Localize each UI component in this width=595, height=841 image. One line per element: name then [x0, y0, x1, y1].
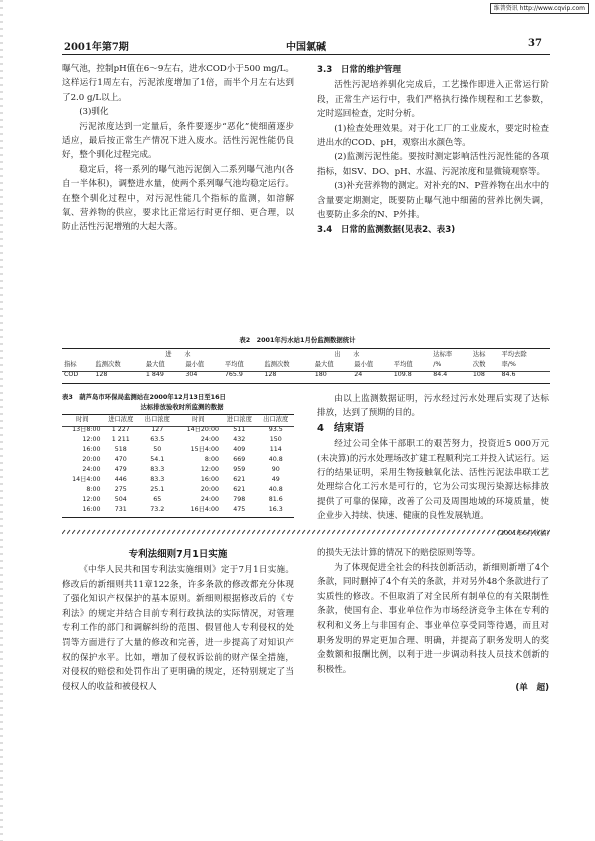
table2-col-header: 监测次数	[264, 361, 290, 368]
table3-cell: 16:00	[82, 446, 101, 453]
table2-bottom-rule	[62, 383, 550, 384]
table3-grid	[62, 415, 294, 515]
table3-cell: 50	[153, 446, 162, 453]
table3-bottom-rule	[62, 517, 294, 518]
table2-group-inlet: 进 水	[165, 351, 191, 358]
paragraph: 稳定后，将一系列的曝气池污泥倒入二系列曝气池内(各自一半体积)，调整进水量，使两个系列曝气池均稳定运行。在整个驯化过程中，对污泥性能几个指标的监测，如溶解氧、营养物的供应，要求比正常运行时更仔细、更合理，以防止活性污泥增殖的大起大落。	[62, 164, 294, 233]
table3-cell: 511	[233, 426, 246, 433]
table2-col-header: 最小值	[354, 361, 374, 368]
section-heading: 3.3 日常的维护管理	[317, 65, 401, 75]
table-row	[62, 435, 294, 445]
table3-cell: 1 227	[111, 426, 130, 433]
table2-col-header: /%	[433, 361, 442, 368]
table3-cell: 12:00	[82, 496, 101, 503]
table3-cell: 93.5	[268, 426, 283, 433]
table2-col-header: 率/%	[501, 361, 516, 368]
news-right-text-1: 的损失无法计算的情况下的赔偿原则等等。	[317, 548, 481, 558]
table-row	[62, 475, 294, 485]
section-heading: 3.4 日常的监测数据(见表2、表3)	[317, 225, 456, 236]
left-column-text	[62, 62, 294, 235]
table-row	[62, 465, 294, 475]
table2-cell: 128	[95, 371, 108, 378]
table3-cell: 504	[114, 496, 127, 503]
paragraph: (3)补充营养物的测定。对补充的N、P营养物在出水中的含量要定期测定，既要防止曝气池中细菌的营养比例失调，也要防止多余的N、P外排。	[317, 181, 549, 221]
table3-caption-line1: 表3 葫芦岛市环保局监测站在2000年12月13日至16日	[62, 393, 226, 401]
table2-col-header: 次数	[472, 361, 486, 368]
table3-cell: 127	[151, 426, 164, 433]
table3-cell: 150	[269, 436, 282, 443]
table3-cell: 8:00	[86, 486, 101, 493]
table3-col-header: 进口浓度	[226, 416, 252, 423]
table3-caption-line2: 达标排放验收时所监测的数据	[140, 403, 224, 411]
header-issue: 2001年第7期	[64, 42, 129, 53]
conclusion-title: 4 结束语	[317, 422, 364, 434]
news-right-text-2: 为了体现促进全社会的科技创新活动，新细则新增了4个条款，同时删掉了4个有关的条款，并对另外48个条款进行了实质性的修改。不但取消了对全民所有制单位的有关限制性条款，使国有企、事业单位作为市场经济竞争主体在专利的权利和义务上与非国有企、事业单位享受同等待遇，而且对职务发明的界定更加合理、明确，并提高了职务发明人的奖金数额和报酬比例，以利于进一步调动科技人员技术创新的积极性。	[317, 562, 549, 675]
table2-cell: 108	[472, 371, 485, 378]
table3-cell: 63.5	[150, 436, 165, 443]
table3-cell: 114	[269, 446, 282, 453]
paragraph: 活性污泥培养驯化完成后，工艺操作即进入正常运行阶段，正常生产运行中，我们严格执行操作规程和工艺参数，定时巡回检查，定时分析。	[317, 80, 549, 120]
table3-mid-rule	[62, 426, 294, 427]
table2-group-rate: 达标率	[433, 351, 453, 358]
table3-cell: 40.8	[268, 456, 283, 463]
table2-group-removal: 平均去除	[501, 351, 527, 358]
table3	[62, 415, 294, 515]
header-page-number: 37	[528, 38, 542, 49]
table3-cell: 65	[153, 496, 162, 503]
table3-col-header: 进口浓度	[108, 416, 134, 423]
table3-cell: 731	[114, 506, 127, 513]
table2-cell: 765.9	[224, 371, 243, 378]
table3-cell: 16:00	[82, 506, 101, 513]
table3-cell: 275	[114, 486, 127, 493]
table-row	[62, 505, 294, 515]
table3-cell: 49	[271, 476, 280, 483]
table3-cell: 12:00	[82, 436, 101, 443]
table3-cell: 475	[233, 506, 246, 513]
news-right-column	[317, 546, 549, 696]
conclusion-block	[317, 392, 549, 540]
table2-cell: 24	[354, 371, 363, 378]
table3-col-header: 时间	[75, 416, 89, 423]
table2-caption: 表2 2001年污水站1月份监测数据统计	[239, 336, 356, 344]
table2-cell: 180	[314, 371, 327, 378]
table2-cell: 84.4	[433, 371, 448, 378]
header-rule	[62, 54, 550, 55]
table2-cell: 84.6	[501, 371, 516, 378]
table3-cell: 83.3	[150, 476, 165, 483]
table2-group-header-row	[62, 350, 550, 360]
table2-header-row	[62, 360, 550, 370]
table2-col-header: 最大值	[145, 361, 165, 368]
table3-cell: 479	[114, 466, 127, 473]
right-column-text	[317, 62, 549, 239]
table2-col-header: 平均值	[224, 361, 244, 368]
table3-cell: 1 211	[111, 436, 130, 443]
table3-cell: 16:00	[200, 476, 220, 483]
table2-grid	[62, 350, 550, 380]
table3-col-header: 出口浓度	[144, 416, 170, 423]
table3-cell: 12:00	[200, 466, 220, 473]
table2-col-header: 监测次数	[95, 361, 121, 368]
table2-col-header: 平均值	[393, 361, 413, 368]
table2-cell: 304	[185, 371, 198, 378]
table-row	[62, 495, 294, 505]
table2-mid-rule	[62, 371, 550, 372]
table3-col-header: 出口浓度	[263, 416, 289, 423]
table3-cell: 16日4:00	[190, 506, 220, 513]
table2-col-header: 最小值	[185, 361, 205, 368]
news-title: 专利法细则7月1日实施	[128, 549, 228, 560]
table3-cell: 16.3	[268, 506, 283, 513]
paragraph: (1)检查处理效果。对于化工厂的工业废水，要定时检查进出水的COD、pH，观察出水颜色等。	[317, 123, 549, 149]
table2-col-header: 指标	[64, 361, 77, 368]
table3-cell: 15日4:00	[190, 446, 220, 453]
table3-cell: 959	[233, 466, 246, 473]
table2	[62, 350, 550, 380]
news-author: (单 超)	[515, 683, 549, 694]
watermark: 维普资讯 http://www.cqvip.com	[490, 3, 589, 14]
table3-cell: 73.2	[150, 506, 165, 513]
table3-cell: 20:00	[200, 486, 220, 493]
paragraph: 曝气池，控制pH值在6～9左右，进水COD小于500 mg/L。这样运行1周左右，污泥浓度增加了1倍，而半个月左右达到了2.0 g/L以上。	[62, 64, 294, 103]
table-row	[62, 485, 294, 495]
table3-cell: 14日20:00	[186, 426, 220, 433]
table3-cell: 518	[114, 446, 127, 453]
paragraph: 污泥浓度达到一定量后，条件要逐步“恶化”使细菌逐步适应，最后按正常生产情况下进入废水。活性污泥性能仍良好，整个驯化过程完成。	[62, 121, 294, 161]
table3-cell: 669	[233, 456, 246, 463]
section-separator	[62, 528, 550, 536]
table2-cell: 128	[264, 371, 277, 378]
table3-cell: 8:00	[204, 456, 220, 463]
table3-cell: 25.1	[150, 486, 165, 493]
news-left-column	[62, 563, 294, 694]
table2-cell: 1 849	[145, 371, 164, 378]
paragraph: (3)驯化	[79, 107, 109, 118]
table3-cell: 24:00	[200, 436, 220, 443]
table-row	[62, 445, 294, 455]
table3-header-row	[62, 415, 294, 425]
table3-col-header: 时间	[191, 416, 205, 423]
table3-cell: 90	[271, 466, 280, 473]
table3-cell: 54.1	[150, 456, 165, 463]
table-row	[62, 455, 294, 465]
table3-cell: 81.6	[268, 496, 283, 503]
table3-cell: 24:00	[82, 466, 101, 473]
header-journal: 中国氯碱	[286, 42, 326, 53]
table3-cell: 20:00	[82, 456, 101, 463]
table3-cell: 14日4:00	[72, 476, 101, 483]
table3-cell: 24:00	[200, 496, 220, 503]
table2-top-rule	[62, 348, 550, 349]
table2-cell: 109.8	[393, 371, 412, 378]
table3-cell: 621	[233, 486, 246, 493]
news-left-text: 《中华人民共和国专利法实施细则》定于7月1日实施。修改后的新细则共11章122条，许多条款的修改都充分体现了强化知识产权保护的基本原则。新细则根据修改后的《专利法》的规定并结合目前专利行政执法的实际情况，对管理专利工作的部门和调解纠纷的范围、假冒他人专利侵权的处罚等方面进行了大量的修改和完善，进一步提高了对知识产权的保护水平。比如，增加了侵权诉讼前的财产保全措施，对侵权的赔偿和处罚作出了更明确的规定，还特别规定了当侵权人的收益和被侵权人	[62, 565, 294, 692]
table3-cell: 432	[233, 436, 246, 443]
table2-group-outlet: 出 水	[334, 351, 360, 358]
table3-cell: 446	[114, 476, 127, 483]
table3-cell: 13日8:00	[72, 426, 101, 433]
table3-cell: 40.8	[268, 486, 283, 493]
table3-cell: 83.3	[150, 466, 165, 473]
table3-cell: 470	[114, 456, 127, 463]
scan-edge-mark	[0, 0, 3, 841]
table3-cell: 409	[233, 446, 246, 453]
conclusion-lead: 由以上监测数据证明，污水经过污水处理后实现了达标排放，达到了预期的目的。	[317, 394, 549, 419]
paragraph: (2)监测污泥性能。要按时测定影响活性污泥性能的各项指标，如SV、DO、pH、水温、污泥浓度和显微镜观察等。	[317, 152, 549, 177]
conclusion-body: 经过公司全体干部职工的艰苦努力，投资近5 000万元(未决算)的污水处理场改扩建工程顺利完工并投入试运行。运行的结果证明，采用生物接触氧化法、活性污泥法串联工艺处理综合化工污水是可行的，它为公司实现污染源达标排放提供了可靠的保障，改善了公司及周围地域的环境质量，使企业步入持续、快速、健康的良性发展轨道。	[317, 439, 549, 522]
table2-col-header: 最大值	[314, 361, 334, 368]
table2-cell: COD	[64, 371, 79, 378]
table3-cell: 798	[233, 496, 246, 503]
table2-group-count: 达标	[472, 351, 486, 358]
table3-cell: 621	[233, 476, 246, 483]
